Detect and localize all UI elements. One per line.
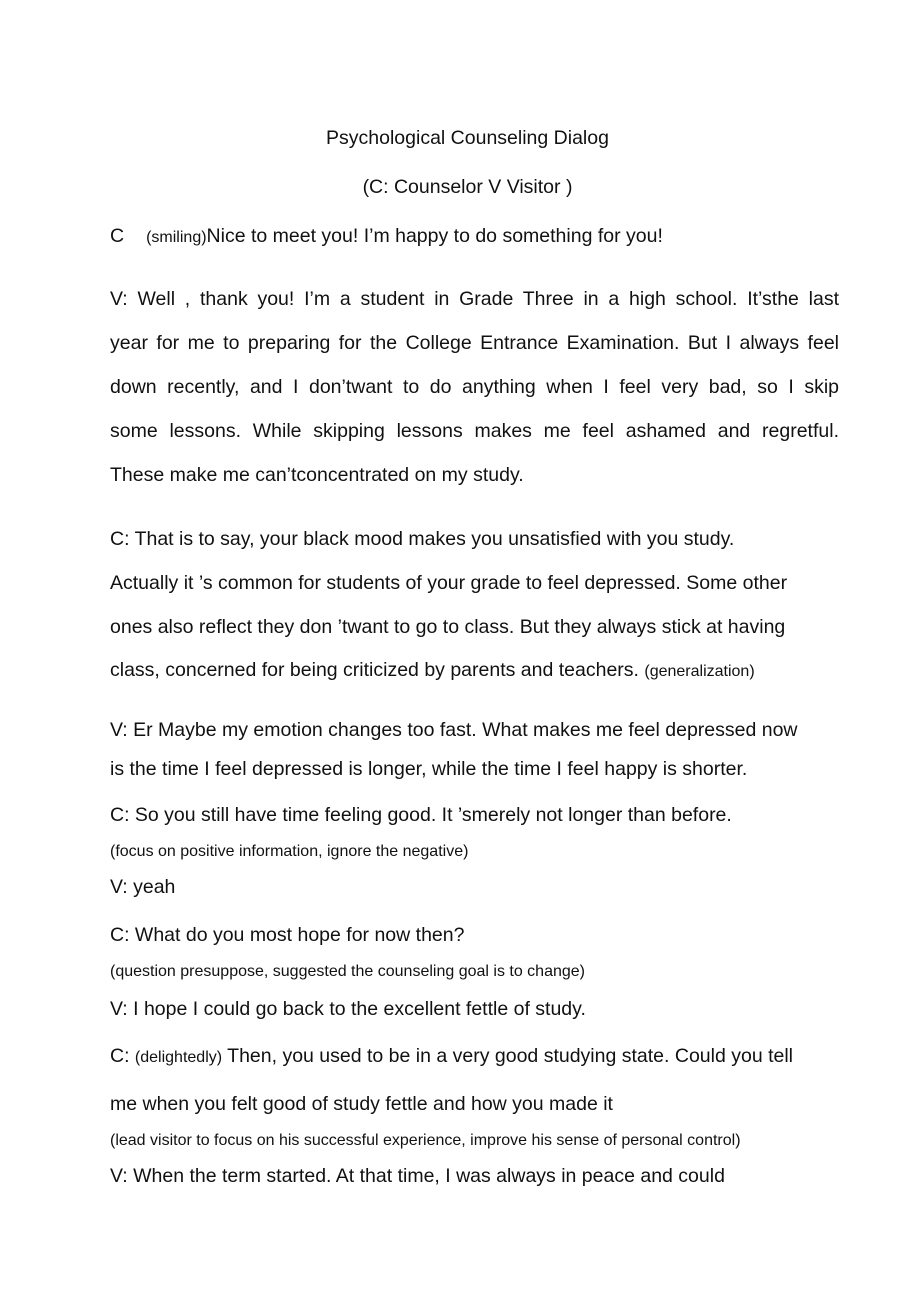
dialog-line-with-note [110, 658, 755, 684]
document-title: Psychological Counseling Dialog [326, 127, 609, 149]
dialog-line: V: Well , thank you! I’m a student in Grade Three in a high school. It’sthe last [110, 288, 839, 310]
speaker-legend: (C: Counselor V Visitor ) [362, 176, 573, 198]
dialog-line: me when you felt good of study fettle and how you made it [110, 1093, 613, 1115]
speaker-label: C [110, 225, 125, 247]
dialog-line: C: What do you most hope for now then? [110, 924, 465, 946]
dialog-line: down recently, and I don’twant to do anything when I feel very bad, so I skip [110, 376, 839, 398]
dialog-line-counselor-greeting [110, 224, 663, 250]
dialog-line: V: Er Maybe my emotion changes too fast. What makes me feel depressed now [110, 719, 798, 741]
dialog-line-with-note [110, 1044, 793, 1070]
dialog-line: These make me can’tconcentrated on my study. [110, 464, 524, 486]
technique-note: (lead visitor to focus on his successful experience, improve his sense of personal control) [110, 1132, 741, 1149]
dialog-text: class, concerned for being criticized by parents and teachers. [110, 659, 639, 681]
dialog-line: year for me to preparing for the College Entrance Examination. But I always feel [110, 332, 839, 354]
dialog-line: V: When the term started. At that time, I was always in peace and could [110, 1165, 725, 1187]
technique-note: (question presuppose, suggested the counseling goal is to change) [110, 963, 585, 980]
dialog-line: V: yeah [110, 876, 176, 898]
technique-note: (focus on positive information, ignore the negative) [110, 843, 469, 860]
dialog-line: C: So you still have time feeling good. It ’smerely not longer than before. [110, 804, 732, 826]
stage-note: (delightedly) [134, 1049, 223, 1066]
dialog-text: Then, you used to be in a very good studying state. Could you tell [227, 1045, 794, 1067]
dialog-line: some lessons. While skipping lessons makes me feel ashamed and regretful. [110, 420, 839, 442]
dialog-text: Nice to meet you! I’m happy to do something for you! [206, 225, 663, 247]
stage-note: (smiling) [146, 229, 207, 246]
dialog-line: V: I hope I could go back to the excellent fettle of study. [110, 998, 586, 1020]
dialog-line: C: That is to say, your black mood makes you unsatisfied with you study. [110, 528, 735, 550]
dialog-line: ones also reflect they don ’twant to go to class. But they always stick at having [110, 616, 786, 638]
dialog-line: Actually it ’s common for students of your grade to feel depressed. Some other [110, 572, 788, 594]
dialog-line: is the time I feel depressed is longer, while the time I feel happy is shorter. [110, 758, 748, 780]
speaker-label: C: [110, 1045, 130, 1067]
technique-note: (generalization) [644, 663, 755, 680]
